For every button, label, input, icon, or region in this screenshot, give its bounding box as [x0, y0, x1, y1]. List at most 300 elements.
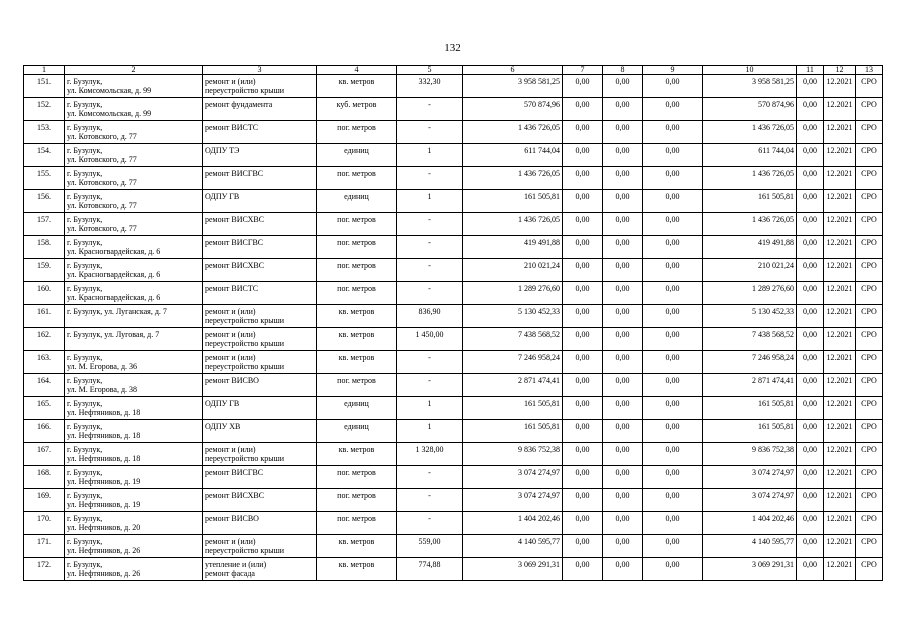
deadline-cell: 12.2021 [824, 466, 856, 489]
row-number: 162. [24, 328, 65, 351]
total-cost-cell: 4 140 595,77 [463, 535, 563, 558]
address-cell [65, 144, 203, 167]
column-header: 7 [563, 66, 603, 75]
work-type-cell [203, 98, 317, 121]
unit-cell: пог. метров [317, 512, 397, 535]
quantity-cell: 1 328,00 [397, 443, 463, 466]
total-cost-cell: 570 874,96 [463, 98, 563, 121]
other-funds-cell: 0,00 [797, 144, 824, 167]
work-type-cell-line: ремонт фундамента [205, 100, 273, 109]
quantity-cell: - [397, 374, 463, 397]
deadline-cell: 12.2021 [824, 213, 856, 236]
total-cost-cell: 7 438 568,52 [463, 328, 563, 351]
work-type-cell-line: ремонт и (или) [205, 445, 256, 454]
column-header: 13 [856, 66, 883, 75]
address-cell-line: ул. М. Егорова, д. 38 [67, 385, 138, 394]
column-header: 4 [317, 66, 397, 75]
row-number: 167. [24, 443, 65, 466]
other-funds-cell: 0,00 [797, 558, 824, 581]
quantity-cell: 1 450,00 [397, 328, 463, 351]
address-cell-line: г. Бузулук, [67, 261, 103, 270]
regional-budget-cell: 0,00 [603, 213, 643, 236]
unit-cell: кв. метров [317, 305, 397, 328]
row-number: 168. [24, 466, 65, 489]
fund-cell: 0,00 [563, 305, 603, 328]
total-cost-cell: 1 436 726,05 [463, 167, 563, 190]
fund-cell: 0,00 [563, 535, 603, 558]
address-cell-line: ул. Красногвардейская, д. 6 [67, 293, 161, 302]
address-cell-line: ул. Котовского, д. 77 [67, 224, 137, 233]
total-cost-cell: 210 021,24 [463, 259, 563, 282]
method-cell: СРО [856, 282, 883, 305]
work-type-cell [203, 489, 317, 512]
regional-budget-cell: 0,00 [603, 397, 643, 420]
table-row [24, 259, 883, 282]
table-row [24, 351, 883, 374]
other-funds-cell: 0,00 [797, 512, 824, 535]
quantity-cell: 332,30 [397, 75, 463, 98]
deadline-cell: 12.2021 [824, 374, 856, 397]
quantity-cell: - [397, 512, 463, 535]
address-cell-line: ул. Нефтяников, д. 19 [67, 500, 141, 509]
owners-funds-cell: 3 074 274,97 [703, 489, 797, 512]
method-cell: СРО [856, 374, 883, 397]
column-header: 5 [397, 66, 463, 75]
fund-cell: 0,00 [563, 190, 603, 213]
total-cost-cell: 1 289 276,60 [463, 282, 563, 305]
table-row [24, 512, 883, 535]
local-budget-cell: 0,00 [643, 420, 703, 443]
local-budget-cell: 0,00 [643, 144, 703, 167]
unit-cell: единиц [317, 144, 397, 167]
fund-cell: 0,00 [563, 328, 603, 351]
other-funds-cell: 0,00 [797, 167, 824, 190]
total-cost-cell: 1 436 726,05 [463, 121, 563, 144]
address-cell [65, 121, 203, 144]
owners-funds-cell: 9 836 752,38 [703, 443, 797, 466]
row-number: 166. [24, 420, 65, 443]
total-cost-cell: 5 130 452,33 [463, 305, 563, 328]
work-type-cell [203, 351, 317, 374]
deadline-cell: 12.2021 [824, 190, 856, 213]
regional-budget-cell: 0,00 [603, 512, 643, 535]
total-cost-cell: 161 505,81 [463, 190, 563, 213]
address-cell-line: ул. Нефтяников, д. 26 [67, 546, 141, 555]
regional-budget-cell: 0,00 [603, 374, 643, 397]
local-budget-cell: 0,00 [643, 259, 703, 282]
work-type-cell [203, 75, 317, 98]
quantity-cell: - [397, 167, 463, 190]
regional-budget-cell: 0,00 [603, 121, 643, 144]
address-cell [65, 420, 203, 443]
work-type-cell-line: переустройство крыши [205, 546, 285, 555]
address-cell-line: ул. Комсомольская, д. 99 [67, 86, 152, 95]
address-cell-line: ул. Нефтяников, д. 18 [67, 408, 141, 417]
work-type-cell-line: ОДПУ ТЭ [205, 146, 240, 155]
row-number: 158. [24, 236, 65, 259]
quantity-cell: - [397, 121, 463, 144]
row-number: 157. [24, 213, 65, 236]
table-row [24, 305, 883, 328]
address-cell-line: г. Бузулук, [67, 169, 103, 178]
work-type-cell-line: ремонт ВИСГВС [205, 468, 264, 477]
address-cell [65, 328, 203, 351]
address-cell-line: г. Бузулук, [67, 238, 103, 247]
row-number: 170. [24, 512, 65, 535]
address-cell-line: г. Бузулук, [67, 353, 103, 362]
work-type-cell [203, 259, 317, 282]
table-row [24, 213, 883, 236]
method-cell: СРО [856, 351, 883, 374]
unit-cell: кв. метров [317, 328, 397, 351]
address-cell [65, 167, 203, 190]
address-cell-line: г. Бузулук, [67, 284, 103, 293]
total-cost-cell: 9 836 752,38 [463, 443, 563, 466]
row-number: 152. [24, 98, 65, 121]
fund-cell: 0,00 [563, 144, 603, 167]
local-budget-cell: 0,00 [643, 535, 703, 558]
table-row [24, 75, 883, 98]
table-row [24, 236, 883, 259]
total-cost-cell: 7 246 958,24 [463, 351, 563, 374]
total-cost-cell: 3 958 581,25 [463, 75, 563, 98]
works-table [23, 65, 883, 581]
owners-funds-cell: 3 069 291,31 [703, 558, 797, 581]
fund-cell: 0,00 [563, 121, 603, 144]
fund-cell: 0,00 [563, 75, 603, 98]
work-type-cell-line: ремонт ВИСВО [205, 376, 259, 385]
method-cell: СРО [856, 213, 883, 236]
work-type-cell-line: ремонт и (или) [205, 537, 256, 546]
unit-cell: пог. метров [317, 282, 397, 305]
quantity-cell: 774,88 [397, 558, 463, 581]
owners-funds-cell: 161 505,81 [703, 420, 797, 443]
unit-cell: единиц [317, 190, 397, 213]
method-cell: СРО [856, 397, 883, 420]
address-cell [65, 489, 203, 512]
address-cell-line: г. Бузулук, [67, 215, 103, 224]
owners-funds-cell: 210 021,24 [703, 259, 797, 282]
address-cell [65, 259, 203, 282]
regional-budget-cell: 0,00 [603, 351, 643, 374]
address-cell-line: ул. Нефтяников, д. 18 [67, 454, 141, 463]
regional-budget-cell: 0,00 [603, 535, 643, 558]
local-budget-cell: 0,00 [643, 351, 703, 374]
unit-cell: кв. метров [317, 535, 397, 558]
address-cell-line: ул. Нефтяников, д. 26 [67, 569, 141, 578]
work-type-cell-line: ремонт ВИСХВС [205, 491, 265, 500]
other-funds-cell: 0,00 [797, 328, 824, 351]
row-number: 151. [24, 75, 65, 98]
fund-cell: 0,00 [563, 512, 603, 535]
regional-budget-cell: 0,00 [603, 558, 643, 581]
work-type-cell [203, 535, 317, 558]
address-cell [65, 282, 203, 305]
deadline-cell: 12.2021 [824, 144, 856, 167]
address-cell-line: ул. Красногвардейская, д. 6 [67, 270, 161, 279]
quantity-cell: - [397, 466, 463, 489]
owners-funds-cell: 3 958 581,25 [703, 75, 797, 98]
regional-budget-cell: 0,00 [603, 466, 643, 489]
row-number: 161. [24, 305, 65, 328]
deadline-cell: 12.2021 [824, 121, 856, 144]
quantity-cell: - [397, 351, 463, 374]
table-row [24, 535, 883, 558]
other-funds-cell: 0,00 [797, 75, 824, 98]
fund-cell: 0,00 [563, 374, 603, 397]
regional-budget-cell: 0,00 [603, 144, 643, 167]
unit-cell: пог. метров [317, 374, 397, 397]
table-row [24, 558, 883, 581]
regional-budget-cell: 0,00 [603, 443, 643, 466]
local-budget-cell: 0,00 [643, 282, 703, 305]
total-cost-cell: 419 491,88 [463, 236, 563, 259]
address-cell-line: ул. Нефтяников, д. 20 [67, 523, 141, 532]
deadline-cell: 12.2021 [824, 420, 856, 443]
column-header: 11 [797, 66, 824, 75]
other-funds-cell: 0,00 [797, 282, 824, 305]
method-cell: СРО [856, 489, 883, 512]
fund-cell: 0,00 [563, 98, 603, 121]
deadline-cell: 12.2021 [824, 305, 856, 328]
row-number: 163. [24, 351, 65, 374]
other-funds-cell: 0,00 [797, 190, 824, 213]
other-funds-cell: 0,00 [797, 443, 824, 466]
quantity-cell: 1 [397, 397, 463, 420]
unit-cell: пог. метров [317, 213, 397, 236]
work-type-cell-line: ОДПУ ГВ [205, 399, 240, 408]
column-header: 8 [603, 66, 643, 75]
method-cell: СРО [856, 328, 883, 351]
address-cell [65, 75, 203, 98]
address-cell [65, 535, 203, 558]
table-row [24, 397, 883, 420]
other-funds-cell: 0,00 [797, 98, 824, 121]
method-cell: СРО [856, 167, 883, 190]
regional-budget-cell: 0,00 [603, 75, 643, 98]
unit-cell: единиц [317, 420, 397, 443]
fund-cell: 0,00 [563, 420, 603, 443]
row-number: 164. [24, 374, 65, 397]
work-type-cell-line: ремонт и (или) [205, 330, 256, 339]
address-cell-line: г. Бузулук, [67, 192, 103, 201]
table-body [24, 75, 883, 581]
address-cell-line: ул. Котовского, д. 77 [67, 201, 137, 210]
row-number: 159. [24, 259, 65, 282]
work-type-cell-line: переустройство крыши [205, 454, 285, 463]
work-type-cell-line: ремонт и (или) [205, 307, 256, 316]
address-cell-line: ул. Котовского, д. 77 [67, 155, 137, 164]
work-type-cell [203, 121, 317, 144]
deadline-cell: 12.2021 [824, 443, 856, 466]
regional-budget-cell: 0,00 [603, 305, 643, 328]
address-cell [65, 512, 203, 535]
work-type-cell-line: ремонт и (или) [205, 353, 256, 362]
address-cell-line: г. Бузулук, [67, 491, 103, 500]
work-type-cell-line: ремонт ВИСГВС [205, 169, 264, 178]
method-cell: СРО [856, 190, 883, 213]
column-header: 9 [643, 66, 703, 75]
fund-cell: 0,00 [563, 213, 603, 236]
method-cell: СРО [856, 420, 883, 443]
method-cell: СРО [856, 535, 883, 558]
owners-funds-cell: 570 874,96 [703, 98, 797, 121]
address-cell-line: г. Бузулук, [67, 100, 103, 109]
column-header: 1 [24, 66, 65, 75]
unit-cell: пог. метров [317, 466, 397, 489]
other-funds-cell: 0,00 [797, 397, 824, 420]
owners-funds-cell: 1 289 276,60 [703, 282, 797, 305]
work-type-cell [203, 167, 317, 190]
deadline-cell: 12.2021 [824, 167, 856, 190]
fund-cell: 0,00 [563, 558, 603, 581]
work-type-cell-line: ремонт ВИСТС [205, 123, 259, 132]
local-budget-cell: 0,00 [643, 328, 703, 351]
address-cell [65, 98, 203, 121]
column-header: 10 [703, 66, 797, 75]
address-cell-line: ул. Котовского, д. 77 [67, 178, 137, 187]
address-cell-line: г. Бузулук, [67, 123, 103, 132]
total-cost-cell: 3 074 274,97 [463, 466, 563, 489]
address-cell-line: ул. Котовского, д. 77 [67, 132, 137, 141]
address-cell [65, 466, 203, 489]
regional-budget-cell: 0,00 [603, 259, 643, 282]
work-type-cell-line: ремонт ВИСХВС [205, 261, 265, 270]
owners-funds-cell: 1 436 726,05 [703, 167, 797, 190]
address-cell-line: г. Бузулук, [67, 422, 103, 431]
method-cell: СРО [856, 305, 883, 328]
work-type-cell [203, 305, 317, 328]
owners-funds-cell: 7 246 958,24 [703, 351, 797, 374]
table-row [24, 328, 883, 351]
deadline-cell: 12.2021 [824, 558, 856, 581]
table-row [24, 282, 883, 305]
deadline-cell: 12.2021 [824, 98, 856, 121]
work-type-cell [203, 466, 317, 489]
work-type-cell [203, 236, 317, 259]
work-type-cell [203, 213, 317, 236]
column-header: 6 [463, 66, 563, 75]
total-cost-cell: 611 744,04 [463, 144, 563, 167]
work-type-cell-line: ремонт ВИСХВС [205, 215, 265, 224]
owners-funds-cell: 161 505,81 [703, 190, 797, 213]
unit-cell: куб. метров [317, 98, 397, 121]
work-type-cell [203, 420, 317, 443]
address-cell-line: г. Бузулук, [67, 560, 103, 569]
total-cost-cell: 1 404 202,46 [463, 512, 563, 535]
method-cell: СРО [856, 443, 883, 466]
table-row [24, 374, 883, 397]
unit-cell: кв. метров [317, 75, 397, 98]
regional-budget-cell: 0,00 [603, 98, 643, 121]
table-row [24, 144, 883, 167]
work-type-cell [203, 190, 317, 213]
work-type-cell-line: утепление и (или) [205, 560, 267, 569]
other-funds-cell: 0,00 [797, 121, 824, 144]
column-header: 2 [65, 66, 203, 75]
work-type-cell-line: ремонт и (или) [205, 77, 256, 86]
method-cell: СРО [856, 466, 883, 489]
quantity-cell: - [397, 489, 463, 512]
address-cell-line: г. Бузулук, [67, 445, 103, 454]
work-type-cell [203, 443, 317, 466]
page-number: 132 [444, 42, 461, 54]
address-cell-line: ул. Комсомольская, д. 99 [67, 109, 152, 118]
work-type-cell [203, 512, 317, 535]
address-cell-line: ул. М. Егорова, д. 36 [67, 362, 138, 371]
method-cell: СРО [856, 121, 883, 144]
unit-cell: пог. метров [317, 121, 397, 144]
row-number: 169. [24, 489, 65, 512]
work-type-cell-line: ОДПУ ГВ [205, 192, 240, 201]
total-cost-cell: 3 074 274,97 [463, 489, 563, 512]
address-cell [65, 443, 203, 466]
address-cell-line: г. Бузулук, ул. Луганская, д. 7 [67, 307, 167, 316]
local-budget-cell: 0,00 [643, 98, 703, 121]
other-funds-cell: 0,00 [797, 420, 824, 443]
local-budget-cell: 0,00 [643, 121, 703, 144]
owners-funds-cell: 2 871 474,41 [703, 374, 797, 397]
unit-cell: кв. метров [317, 351, 397, 374]
address-cell [65, 397, 203, 420]
method-cell: СРО [856, 75, 883, 98]
total-cost-cell: 2 871 474,41 [463, 374, 563, 397]
regional-budget-cell: 0,00 [603, 167, 643, 190]
work-type-cell-line: переустройство крыши [205, 316, 285, 325]
address-cell-line: ул. Нефтяников, д. 19 [67, 477, 141, 486]
owners-funds-cell: 7 438 568,52 [703, 328, 797, 351]
regional-budget-cell: 0,00 [603, 190, 643, 213]
row-number: 160. [24, 282, 65, 305]
quantity-cell: - [397, 236, 463, 259]
quantity-cell: 1 [397, 420, 463, 443]
total-cost-cell: 161 505,81 [463, 420, 563, 443]
address-cell [65, 305, 203, 328]
local-budget-cell: 0,00 [643, 75, 703, 98]
local-budget-cell: 0,00 [643, 558, 703, 581]
deadline-cell: 12.2021 [824, 535, 856, 558]
other-funds-cell: 0,00 [797, 466, 824, 489]
row-number: 165. [24, 397, 65, 420]
other-funds-cell: 0,00 [797, 259, 824, 282]
other-funds-cell: 0,00 [797, 351, 824, 374]
table-row [24, 466, 883, 489]
row-number: 154. [24, 144, 65, 167]
fund-cell: 0,00 [563, 397, 603, 420]
work-type-cell-line: переустройство крыши [205, 362, 285, 371]
deadline-cell: 12.2021 [824, 259, 856, 282]
unit-cell: единиц [317, 397, 397, 420]
column-header: 3 [203, 66, 317, 75]
work-type-cell-line: ремонт ВИСТС [205, 284, 259, 293]
address-cell [65, 213, 203, 236]
address-cell-line: г. Бузулук, [67, 468, 103, 477]
other-funds-cell: 0,00 [797, 489, 824, 512]
quantity-cell: 1 [397, 144, 463, 167]
row-number: 155. [24, 167, 65, 190]
work-type-cell [203, 282, 317, 305]
work-type-cell-line: ОДПУ ХВ [205, 422, 241, 431]
table-row [24, 489, 883, 512]
deadline-cell: 12.2021 [824, 351, 856, 374]
work-type-cell-line: ремонт ВИСГВС [205, 238, 264, 247]
work-type-cell-line: переустройство крыши [205, 339, 285, 348]
address-cell [65, 351, 203, 374]
address-cell-line: г. Бузулук, [67, 376, 103, 385]
address-cell-line: г. Бузулук, [67, 537, 103, 546]
quantity-cell: - [397, 282, 463, 305]
unit-cell: пог. метров [317, 259, 397, 282]
